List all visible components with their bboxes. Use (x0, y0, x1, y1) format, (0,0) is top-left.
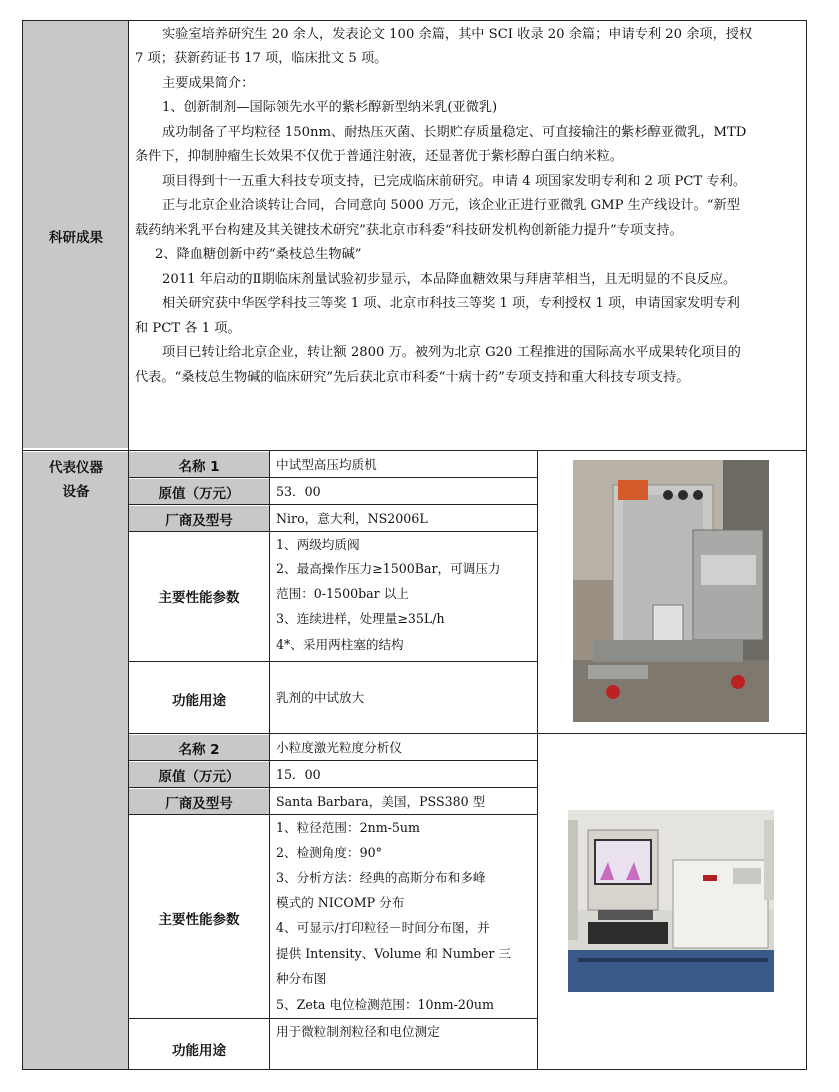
homogenizer-photo (573, 460, 769, 722)
row-line (129, 661, 538, 662)
research-line: 7 项；获新药证书 17 项，临床批文 5 项。 (135, 51, 388, 66)
research-section-label: 科研成果 (49, 230, 103, 246)
param-line: 提供 Intensity、Volume 和 Number 三 (276, 946, 512, 961)
row-line (129, 760, 538, 761)
equipment-section-label: 代表仪器 (49, 460, 103, 476)
research-line: 实验室培养研究生 20 余人，发表论文 100 余篇，其中 SCI 收录 20 余篇；申请专利 20 余项，授权 (162, 27, 753, 42)
section-divider (22, 450, 807, 451)
equipment-price: 53．00 (276, 484, 321, 499)
equipment-maker: Niro，意大利，NS2006L (276, 511, 428, 526)
param-line: 2、检测角度：90° (276, 845, 382, 860)
price-label: 原值（万元） (158, 486, 240, 502)
param-line: 4、可显示/打印粒径－时间分布图，并 (276, 920, 490, 935)
name-label: 名称 1 (178, 459, 220, 475)
equipment-use: 用于微粒制剂粒径和电位测定 (276, 1024, 440, 1039)
equipment-price: 15．00 (276, 767, 321, 782)
photo-column-line (537, 450, 538, 1070)
research-line: 2011 年启动的Ⅱ期临床剂量试验初步显示，本品降血糖效果与拜唐苹相当，且无明显的不良反应。 (162, 272, 737, 287)
row-line (129, 814, 538, 815)
param-line: 1、粒径范围：2nm-5um (276, 820, 420, 835)
row-line (129, 477, 538, 478)
research-line: 正与北京企业洽谈转让合同，合同意向 5000 万元，该企业正进行亚微乳 GMP 生产线设计。“新型 (162, 198, 740, 213)
equipment-maker: Santa Barbara，美国，PSS380 型 (276, 794, 486, 809)
maker-label: 厂商及型号 (165, 513, 233, 529)
param-column-line (269, 450, 270, 1070)
row-line (129, 531, 538, 532)
param-line: 3、连续进样，处理量≥35L/h (276, 611, 445, 626)
row-line (129, 504, 538, 505)
param-line: 种分布图 (276, 971, 327, 986)
equipment-name: 中试型高压均质机 (276, 457, 377, 472)
param-line: 2、最高操作压力≥1500Bar，可调压力 (276, 561, 501, 576)
row-line (129, 1018, 538, 1019)
research-line: 项目得到十一五重大科技专项支持，已完成临床前研究。申请 4 项国家发明专利和 2 项 PCT 专利。 (162, 174, 747, 189)
equipment-label-cell (23, 452, 129, 1069)
param-line: 5、Zeta 电位检测范围：10nm-20um (276, 997, 494, 1012)
use-label: 功能用途 (172, 693, 226, 709)
param-line: 4*、采用两柱塞的结构 (276, 637, 404, 652)
params-label: 主要性能参数 (158, 912, 240, 928)
border-right (806, 20, 807, 1070)
equipment-section-label-2: 设备 (62, 484, 90, 500)
research-line: 成功制备了平均粒径 150nm、耐热压灭菌、长期贮存质量稳定、可直接输注的紫杉醇亚微乳，MTD (162, 125, 747, 140)
param-line: 模式的 NICOMP 分布 (276, 895, 405, 910)
particle-analyzer-photo (568, 810, 774, 992)
price-label: 原值（万元） (158, 769, 240, 785)
equipment-name: 小粒度激光粒度分析仪 (276, 740, 402, 755)
param-line: 3、分析方法：经典的高斯分布和多峰 (276, 870, 486, 885)
params-label: 主要性能参数 (158, 590, 240, 606)
param-line: 范围：0-1500bar 以上 (276, 586, 409, 601)
research-line: 1、创新制剂—国际领先水平的紫杉醇新型纳米乳(亚微乳) (162, 100, 498, 115)
border-left (22, 20, 23, 1070)
research-line: 和 PCT 各 1 项。 (135, 321, 241, 336)
research-line: 2、降血糖创新中药“桑枝总生物碱” (155, 247, 362, 262)
research-line: 条件下，抑制肿瘤生长效果不仅优于普通注射液，还显著优于紫杉醇白蛋白纳米粒。 (135, 149, 623, 164)
border-top (22, 20, 807, 21)
equipment-use: 乳剂的中试放大 (276, 690, 365, 705)
border-bottom (22, 1069, 807, 1070)
research-line: 载药纳米乳平台构建及其关键技术研究”获北京市科委“科技研发机构创新能力提升”专项支持。 (135, 223, 683, 238)
param-line: 1、两级均质阀 (276, 537, 360, 552)
research-line: 相关研究获中华医学科技三等奖 1 项、北京市科技三等奖 1 项，专利授权 1 项，申请国家发明专利 (162, 296, 740, 311)
maker-label: 厂商及型号 (165, 796, 233, 812)
equipment-divider (129, 733, 807, 734)
use-label: 功能用途 (172, 1043, 226, 1059)
research-line: 项目已转让给北京企业，转让额 2800 万。被列为北京 G20 工程推进的国际高水平成果转化项目的 (162, 345, 741, 360)
name-label: 名称 2 (178, 742, 220, 758)
row-line (129, 787, 538, 788)
research-line: 主要成果简介： (162, 76, 255, 91)
research-line: 代表。“桑枝总生物碱的临床研究”先后获北京市科委“十病十药”专项支持和重大科技专项支持。 (135, 370, 690, 385)
